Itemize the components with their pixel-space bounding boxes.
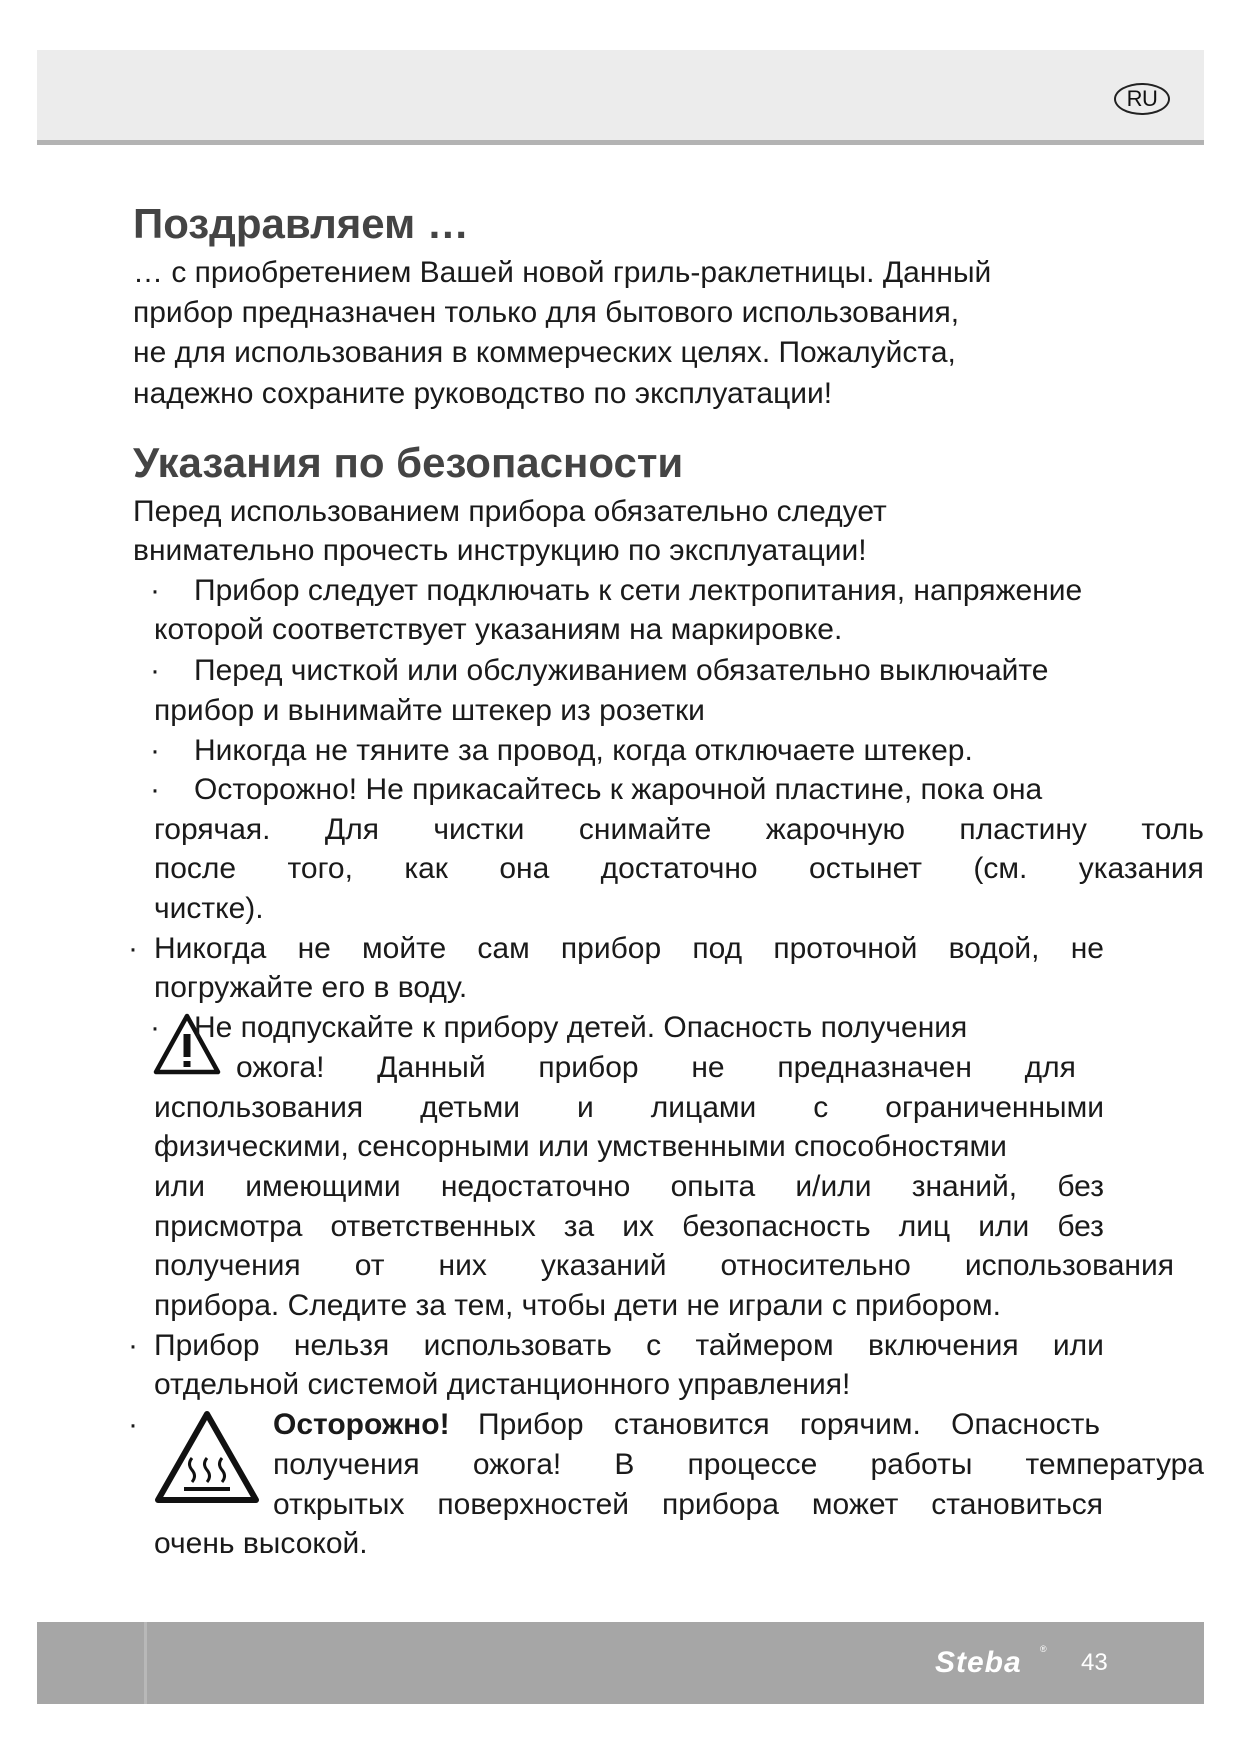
bullet-marker: · <box>150 1011 160 1044</box>
paragraph-line: … с приобретением Вашей новой гриль-раклетницы. Данный <box>133 256 992 289</box>
word: ожога! <box>236 1051 325 1084</box>
word: без <box>1057 1210 1104 1243</box>
word: снимайте <box>578 813 712 846</box>
header-band <box>37 50 1204 145</box>
word: она <box>499 852 550 885</box>
footer-band <box>37 1622 1204 1704</box>
word: использования <box>154 1091 364 1124</box>
word: температура <box>1025 1448 1204 1481</box>
word: может <box>811 1488 899 1521</box>
footer-divider <box>144 1622 147 1704</box>
word: становиться <box>931 1488 1103 1521</box>
word: их <box>622 1210 655 1243</box>
word: опыта <box>670 1170 756 1203</box>
brand-logo: Steba <box>935 1646 1022 1679</box>
bullet-line: Никогда не тяните за провод, когда отключаете штекер. <box>194 734 973 767</box>
justified-line <box>273 1488 1103 1522</box>
section-title-safety: Указания по безопасности <box>133 439 684 486</box>
paragraph-line: не для использования в коммерческих целях. Пожалуйста, <box>133 336 956 369</box>
word: от <box>354 1249 385 1282</box>
word: получения <box>154 1249 301 1282</box>
justified-line <box>154 1210 1104 1244</box>
bullet-line: которой соответствует указаниям на маркировке. <box>154 613 843 646</box>
justified-line <box>154 813 1204 847</box>
word: ожога! <box>472 1448 562 1481</box>
word: не <box>691 1051 725 1084</box>
bullet-marker: · <box>150 574 160 607</box>
bullet-line: чистке). <box>154 892 264 925</box>
justified-line <box>154 1091 1104 1125</box>
word: проточной <box>773 932 918 965</box>
word: для <box>1024 1051 1076 1084</box>
bullet-marker: · <box>150 654 160 687</box>
word: сам <box>477 932 530 965</box>
word: детьми <box>420 1091 521 1124</box>
bullet-line: погружайте его в воду. <box>154 971 468 1004</box>
word: Для <box>324 813 379 846</box>
bullet-marker: · <box>128 932 138 965</box>
justified-line <box>154 932 1104 966</box>
word: или <box>1052 1329 1104 1362</box>
word: поверхностей <box>437 1488 630 1521</box>
word: толь <box>1141 813 1204 846</box>
intro-line: внимательно прочесть инструкцию по эксплуатации! <box>133 534 867 567</box>
word: за <box>563 1210 595 1243</box>
word: с <box>813 1091 829 1124</box>
word: и/или <box>795 1170 872 1203</box>
word: указания <box>1078 852 1204 885</box>
word: присмотра <box>154 1210 303 1243</box>
justified-line <box>154 852 1204 886</box>
bullet-marker: · <box>128 1408 138 1441</box>
word: указаний <box>540 1249 667 1282</box>
word: не <box>1070 932 1104 965</box>
word: открытых <box>273 1488 405 1521</box>
word: использовать <box>423 1329 612 1362</box>
word: горячим. <box>799 1408 921 1441</box>
section-title-congratulations: Поздравляем … <box>133 200 469 247</box>
word: работы <box>870 1448 973 1481</box>
justified-line <box>154 1329 1104 1363</box>
word: прибор <box>560 932 662 965</box>
word: горячая. <box>154 813 271 846</box>
word: Данный <box>377 1051 486 1084</box>
paragraph-line: надежно сохраните руководство по эксплуатации! <box>133 377 833 410</box>
word: имеющими <box>245 1170 401 1203</box>
word: не <box>297 932 331 965</box>
word: ответственных <box>330 1210 536 1243</box>
word: (см. <box>973 852 1028 885</box>
word: или <box>978 1210 1030 1243</box>
bullet-line: отдельной системой дистанционного управления! <box>154 1368 851 1401</box>
word: как <box>404 852 448 885</box>
justified-line <box>236 1051 1076 1085</box>
bullet-line: Прибор следует подключать к сети лектропитания, напряжение <box>194 574 1083 607</box>
bullet-line: Осторожно! Не прикасайтесь к жарочной пластине, пока она <box>194 773 1043 806</box>
word: того, <box>287 852 353 885</box>
word: Опасность <box>951 1408 1100 1441</box>
word: В <box>614 1448 635 1481</box>
bullet-marker: · <box>150 734 160 767</box>
word: знаний, <box>911 1170 1018 1203</box>
word: достаточно <box>600 852 758 885</box>
bullet-marker: · <box>150 773 160 806</box>
justified-line <box>154 1249 1174 1283</box>
word: недостаточно <box>440 1170 631 1203</box>
word: них <box>438 1249 487 1282</box>
bullet-line: физическими, сенсорными или умственными способностями <box>154 1130 1007 1163</box>
bullet-line: очень высокой. <box>154 1527 368 1560</box>
language-badge: RU <box>1114 83 1170 115</box>
word: лицами <box>650 1091 757 1124</box>
word: мойте <box>362 932 447 965</box>
word: водой, <box>948 932 1040 965</box>
word: использования <box>964 1249 1174 1282</box>
word: без <box>1057 1170 1104 1203</box>
word: ограниченными <box>885 1091 1104 1124</box>
word: Никогда <box>154 932 267 965</box>
word: и <box>577 1091 594 1124</box>
caution-label: Осторожно! <box>273 1408 450 1441</box>
word: после <box>154 852 237 885</box>
bullet-line: прибор и вынимайте штекер из розетки <box>154 694 705 727</box>
word: пластину <box>959 813 1087 846</box>
word: предназначен <box>777 1051 972 1084</box>
bullet-line: прибора. Следите за тем, чтобы дети не играли с прибором. <box>154 1289 1001 1322</box>
word: относительно <box>720 1249 911 1282</box>
word: или <box>154 1170 206 1203</box>
word: жарочную <box>765 813 905 846</box>
bullet-marker: · <box>128 1329 138 1362</box>
word: процессе <box>687 1448 818 1481</box>
brand-registered-mark: ® <box>1040 1644 1047 1654</box>
word: чистки <box>433 813 525 846</box>
intro-line: Перед использованием прибора обязательно следует <box>133 495 887 528</box>
justified-line <box>478 1408 1100 1442</box>
word: Прибор <box>154 1329 260 1362</box>
paragraph-line: прибор предназначен только для бытового использования, <box>133 296 960 329</box>
bullet-line: Перед чисткой или обслуживанием обязательно выключайте <box>194 654 1049 687</box>
word: получения <box>273 1448 420 1481</box>
hot-surface-warning-icon <box>152 1408 262 1506</box>
bullet-line: Не подпускайте к прибору детей. Опасность получения <box>194 1011 968 1044</box>
word: с <box>646 1329 662 1362</box>
word: безопасность <box>682 1210 871 1243</box>
justified-line <box>273 1448 1204 1482</box>
word: становится <box>613 1408 770 1441</box>
word: прибор <box>538 1051 639 1084</box>
word: лиц <box>898 1210 951 1243</box>
justified-line <box>154 1170 1104 1204</box>
word: таймером <box>695 1329 834 1362</box>
word: нельзя <box>293 1329 390 1362</box>
word: Прибор <box>478 1408 584 1441</box>
word: под <box>692 932 743 965</box>
page-number: 43 <box>1081 1649 1108 1676</box>
word: остынет <box>809 852 922 885</box>
word: включения <box>867 1329 1019 1362</box>
word: прибора <box>662 1488 779 1521</box>
